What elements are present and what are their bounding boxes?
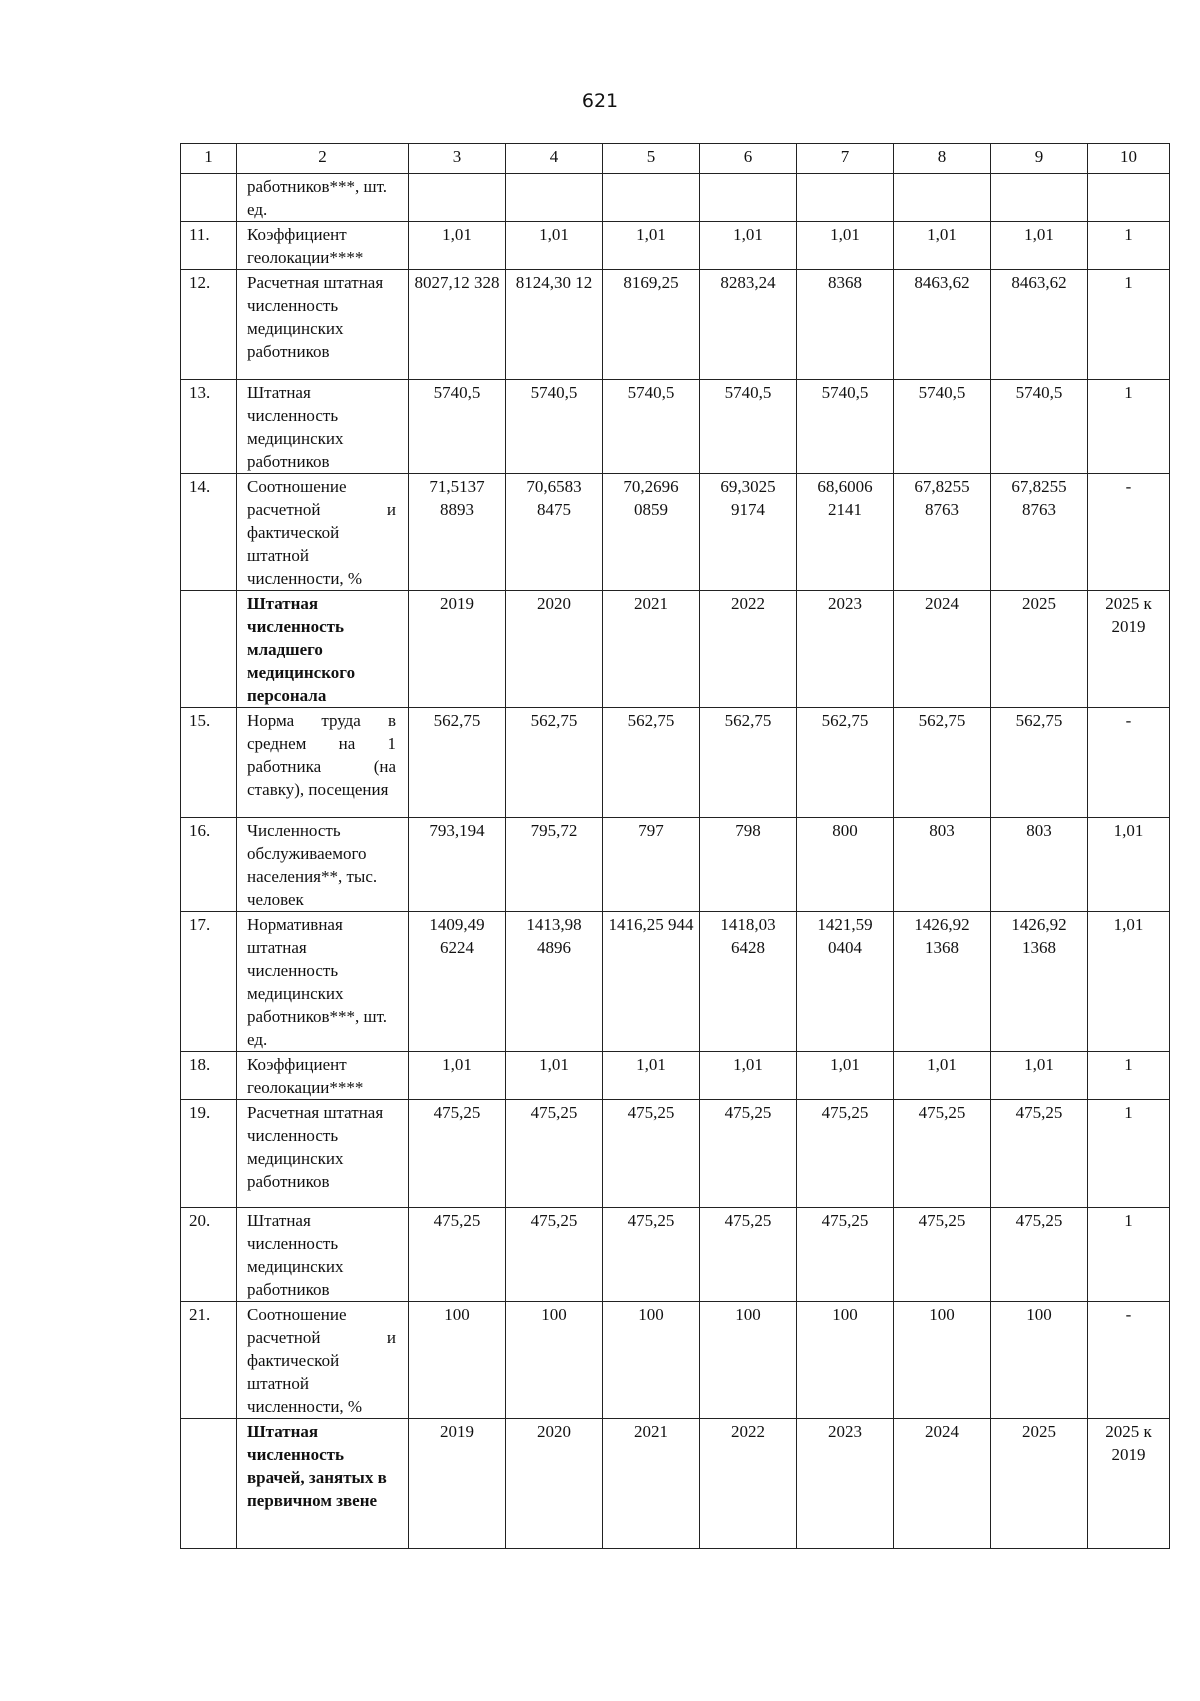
value-cell: 5740,5 — [603, 380, 700, 474]
value-cell: 8463,62 — [991, 270, 1088, 380]
column-header: 6 — [700, 144, 797, 174]
value-cell — [991, 174, 1088, 222]
row-number — [181, 1419, 237, 1549]
value-cell: 475,25 — [991, 1208, 1088, 1302]
value-cell: - — [1088, 708, 1170, 818]
value-cell: 1,01 — [1088, 818, 1170, 912]
value-cell: 803 — [894, 818, 991, 912]
value-cell: 5740,5 — [700, 380, 797, 474]
column-header: 4 — [506, 144, 603, 174]
value-cell: 1,01 — [506, 222, 603, 270]
value-cell: 1426,92 1368 — [894, 912, 991, 1052]
value-cell: 475,25 — [700, 1100, 797, 1208]
value-cell: 475,25 — [603, 1100, 700, 1208]
value-cell: 5740,5 — [797, 380, 894, 474]
indicator-name: Норма труда в среднем на 1 работника (на ставку), посещения — [237, 708, 409, 818]
value-cell: 8368 — [797, 270, 894, 380]
row-number: 13. — [181, 380, 237, 474]
section-heading: Штатная численность врачей, занятых в первичном звене — [237, 1419, 409, 1549]
value-cell: 475,25 — [797, 1100, 894, 1208]
value-cell: 475,25 — [506, 1208, 603, 1302]
value-cell — [700, 174, 797, 222]
row-number: 21. — [181, 1302, 237, 1419]
value-cell: 1418,03 6428 — [700, 912, 797, 1052]
value-cell: 2021 — [603, 591, 700, 708]
value-cell: 1,01 — [409, 222, 506, 270]
column-header: 5 — [603, 144, 700, 174]
column-header: 7 — [797, 144, 894, 174]
value-cell: 1,01 — [797, 222, 894, 270]
value-cell: 1,01 — [797, 1052, 894, 1100]
table-row — [181, 591, 1170, 708]
value-cell: 475,25 — [409, 1100, 506, 1208]
indicator-name: Численность обслуживаемого населения**, тыс. человек — [237, 818, 409, 912]
row-number: 19. — [181, 1100, 237, 1208]
row-number: 14. — [181, 474, 237, 591]
value-cell: 2020 — [506, 591, 603, 708]
value-cell: 2019 — [409, 1419, 506, 1549]
column-header: 8 — [894, 144, 991, 174]
indicator-name: Нормативная штатная численность медицинских работников***, шт. ед. — [237, 912, 409, 1052]
value-cell: 1 — [1088, 380, 1170, 474]
column-header: 9 — [991, 144, 1088, 174]
value-cell: 100 — [409, 1302, 506, 1419]
value-cell: 1 — [1088, 1052, 1170, 1100]
value-cell: 475,25 — [603, 1208, 700, 1302]
value-cell: 475,25 — [409, 1208, 506, 1302]
value-cell: 100 — [797, 1302, 894, 1419]
value-cell: 2025 — [991, 591, 1088, 708]
row-number: 16. — [181, 818, 237, 912]
indicator-name: Коэффициент геолокации**** — [237, 1052, 409, 1100]
row-number: 18. — [181, 1052, 237, 1100]
column-header: 3 — [409, 144, 506, 174]
table-row — [181, 1100, 1170, 1208]
value-cell: 2022 — [700, 1419, 797, 1549]
value-cell: 1,01 — [1088, 912, 1170, 1052]
row-number — [181, 591, 237, 708]
indicator-name: Коэффициент геолокации**** — [237, 222, 409, 270]
value-cell: 475,25 — [797, 1208, 894, 1302]
row-number: 17. — [181, 912, 237, 1052]
value-cell: 2025 к 2019 — [1088, 1419, 1170, 1549]
value-cell: 1 — [1088, 222, 1170, 270]
value-cell: 1416,25 944 — [603, 912, 700, 1052]
value-cell — [409, 174, 506, 222]
table-row — [181, 1302, 1170, 1419]
value-cell: 1,01 — [700, 1052, 797, 1100]
value-cell: 1,01 — [700, 222, 797, 270]
value-cell: 2024 — [894, 591, 991, 708]
value-cell: 1,01 — [603, 1052, 700, 1100]
row-number — [181, 174, 237, 222]
indicator-name: Расчетная штатная численность медицинских работников — [237, 1100, 409, 1208]
value-cell: 2022 — [700, 591, 797, 708]
table-row — [181, 270, 1170, 380]
table-row — [181, 818, 1170, 912]
value-cell: 803 — [991, 818, 1088, 912]
value-cell: 8463,62 — [894, 270, 991, 380]
value-cell — [797, 174, 894, 222]
value-cell: 5740,5 — [894, 380, 991, 474]
value-cell: 5740,5 — [991, 380, 1088, 474]
value-cell: 2019 — [409, 591, 506, 708]
indicator-name: работников***, шт. ед. — [237, 174, 409, 222]
value-cell: 70,2696 0859 — [603, 474, 700, 591]
value-cell: 2023 — [797, 1419, 894, 1549]
value-cell: 100 — [700, 1302, 797, 1419]
indicator-name: Расчетная штатная численность медицинских работников — [237, 270, 409, 380]
value-cell: 71,5137 8893 — [409, 474, 506, 591]
column-header: 2 — [237, 144, 409, 174]
value-cell: 67,8255 8763 — [894, 474, 991, 591]
value-cell: 2025 — [991, 1419, 1088, 1549]
value-cell: 2021 — [603, 1419, 700, 1549]
value-cell: 562,75 — [409, 708, 506, 818]
table-row — [181, 174, 1170, 222]
value-cell: 1413,98 4896 — [506, 912, 603, 1052]
value-cell: 100 — [603, 1302, 700, 1419]
value-cell: 475,25 — [700, 1208, 797, 1302]
value-cell: 475,25 — [991, 1100, 1088, 1208]
value-cell: 5740,5 — [506, 380, 603, 474]
table-row — [181, 1419, 1170, 1549]
value-cell: 1,01 — [603, 222, 700, 270]
value-cell: 67,8255 8763 — [991, 474, 1088, 591]
value-cell: 8169,25 — [603, 270, 700, 380]
row-number: 15. — [181, 708, 237, 818]
staffing-table — [180, 143, 1170, 1549]
indicator-name: Штатная численность медицинских работников — [237, 380, 409, 474]
value-cell — [894, 174, 991, 222]
value-cell: 1,01 — [991, 1052, 1088, 1100]
value-cell: 68,6006 2141 — [797, 474, 894, 591]
value-cell: 793,194 — [409, 818, 506, 912]
indicator-name: Соотношение расчетной и фактической штатной численности, % — [237, 1302, 409, 1419]
section-heading: Штатная численность младшего медицинского персонала — [237, 591, 409, 708]
value-cell: 5740,5 — [409, 380, 506, 474]
value-cell — [506, 174, 603, 222]
page-number: 621 — [581, 90, 619, 112]
value-cell: 475,25 — [894, 1208, 991, 1302]
row-number: 11. — [181, 222, 237, 270]
table-row — [181, 912, 1170, 1052]
indicator-name: Штатная численность медицинских работников — [237, 1208, 409, 1302]
value-cell: 2024 — [894, 1419, 991, 1549]
value-cell — [1088, 174, 1170, 222]
value-cell: 562,75 — [603, 708, 700, 818]
row-number: 20. — [181, 1208, 237, 1302]
value-cell: 2020 — [506, 1419, 603, 1549]
value-cell: 562,75 — [797, 708, 894, 818]
table-row — [181, 708, 1170, 818]
row-number: 12. — [181, 270, 237, 380]
value-cell: 1 — [1088, 1208, 1170, 1302]
value-cell: - — [1088, 1302, 1170, 1419]
value-cell: 1421,59 0404 — [797, 912, 894, 1052]
value-cell: 475,25 — [894, 1100, 991, 1208]
table-row — [181, 1052, 1170, 1100]
value-cell: - — [1088, 474, 1170, 591]
column-header: 10 — [1088, 144, 1170, 174]
value-cell: 70,6583 8475 — [506, 474, 603, 591]
value-cell: 100 — [991, 1302, 1088, 1419]
indicator-name: Соотношение расчетной и фактической штатной численности, % — [237, 474, 409, 591]
value-cell: 2023 — [797, 591, 894, 708]
table-row — [181, 474, 1170, 591]
value-cell: 1,01 — [506, 1052, 603, 1100]
value-cell: 797 — [603, 818, 700, 912]
value-cell: 100 — [894, 1302, 991, 1419]
value-cell: 562,75 — [700, 708, 797, 818]
value-cell: 100 — [506, 1302, 603, 1419]
table-row — [181, 380, 1170, 474]
value-cell: 562,75 — [991, 708, 1088, 818]
value-cell: 1409,49 6224 — [409, 912, 506, 1052]
value-cell: 562,75 — [894, 708, 991, 818]
value-cell: 475,25 — [506, 1100, 603, 1208]
table-row — [181, 222, 1170, 270]
value-cell: 1,01 — [409, 1052, 506, 1100]
value-cell: 562,75 — [506, 708, 603, 818]
column-header: 1 — [181, 144, 237, 174]
value-cell: 2025 к 2019 — [1088, 591, 1170, 708]
value-cell: 1,01 — [991, 222, 1088, 270]
value-cell: 798 — [700, 818, 797, 912]
value-cell: 1,01 — [894, 222, 991, 270]
value-cell: 795,72 — [506, 818, 603, 912]
value-cell: 1,01 — [894, 1052, 991, 1100]
value-cell: 8027,12 328 — [409, 270, 506, 380]
value-cell: 800 — [797, 818, 894, 912]
value-cell — [603, 174, 700, 222]
value-cell: 1426,92 1368 — [991, 912, 1088, 1052]
value-cell: 8283,24 — [700, 270, 797, 380]
value-cell: 8124,30 12 — [506, 270, 603, 380]
table-row — [181, 1208, 1170, 1302]
value-cell: 69,3025 9174 — [700, 474, 797, 591]
value-cell: 1 — [1088, 1100, 1170, 1208]
table-header-row — [181, 144, 1170, 174]
value-cell: 1 — [1088, 270, 1170, 380]
